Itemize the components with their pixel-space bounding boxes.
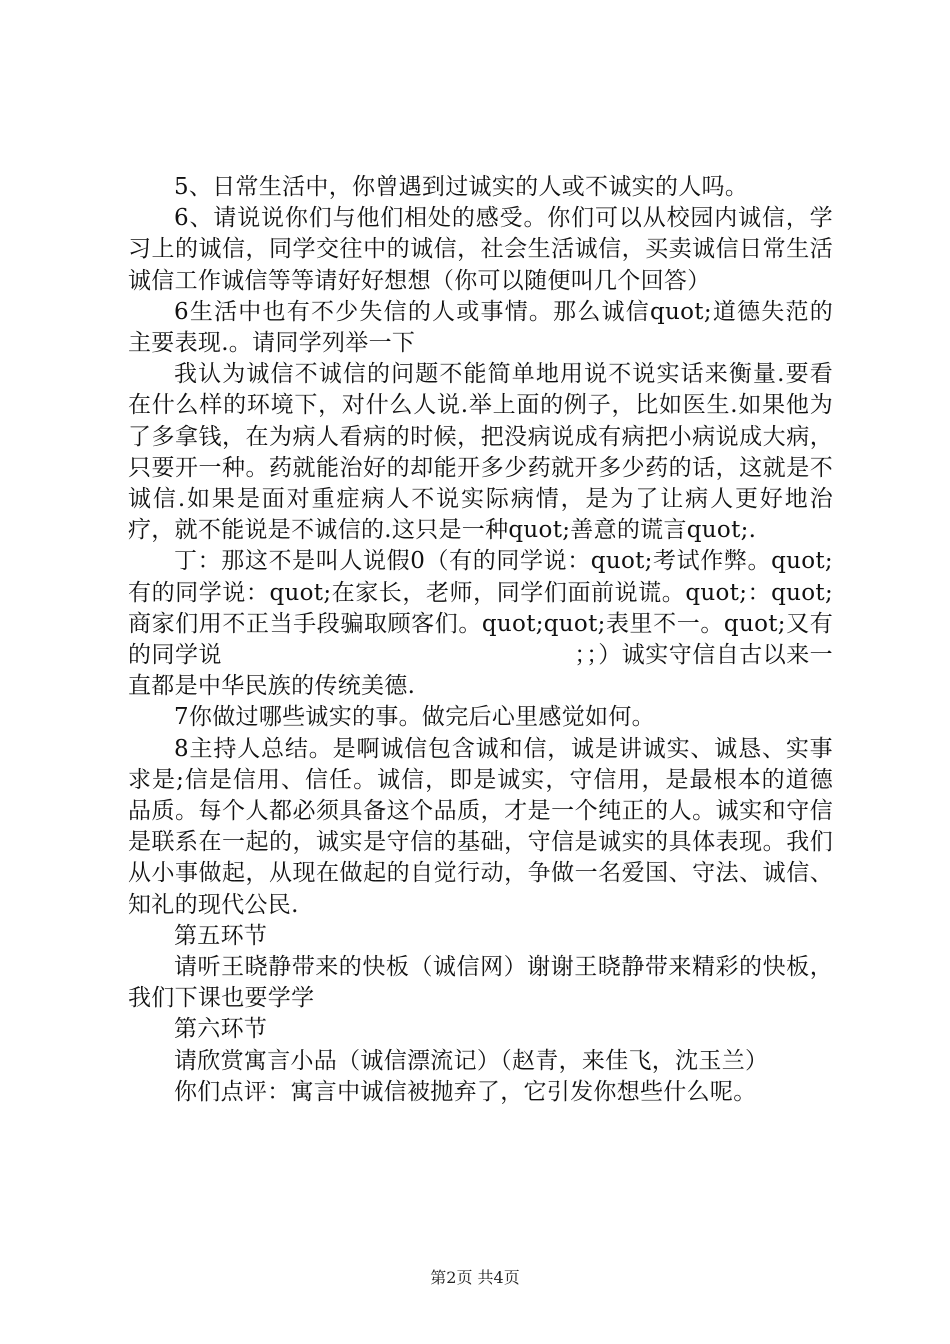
paragraph-question-6: 6、请说说你们与他们相处的感受。你们可以从校园内诚信，学习上的诚信，同学交往中的诚信，社会生活诚信，买卖诚信日常生活诚信工作诚信等等请好好想想（你可以随便叫几个回答）: [128, 205, 833, 294]
paragraph-comment: 你们点评：寓言中诚信被抛弃了，它引发你想些什么呢。: [174, 1078, 757, 1105]
section-heading-6: 第六环节: [174, 1016, 268, 1043]
paragraph-kuaiban: 请听王晓静带来的快板（诚信网）谢谢王晓静带来精彩的快板，我们下课也要学学: [128, 954, 833, 1012]
page-number-footer: 第2页 共4页: [430, 1268, 520, 1287]
paragraph-question-6b: 6生活中也有不少失信的人或事情。那么诚信quot;道德失范的主要表现.。请同学列举一下: [128, 298, 833, 357]
section-heading-5: 第五环节: [174, 922, 268, 949]
document-body: [128, 172, 833, 1108]
paragraph-skit: 请欣赏寓言小品（诚信漂流记）（赵青，来佳飞，沈玉兰）: [174, 1047, 769, 1074]
paragraph-summary: 8主持人总结。是啊诚信包含诚和信，诚是讲诚实、诚恳、实事求是;信是信用、信任。诚信，即是诚实，守信用，是最根本的道德品质。每个人都必须具备这个品质，才是一个纯正的人。诚实和守信是联系在一起的，诚实是守信的基础，守信是诚实的具体表现。我们从小事做起，从现在做起的自觉行动，争做一名爱国、守法、诚信、知礼的现代公民.: [128, 735, 833, 918]
paragraph-question-5: 5、日常生活中，你曾遇到过诚实的人或不诚实的人吗。: [174, 174, 749, 200]
paragraph-opinion: 我认为诚信不诚信的问题不能简单地用说不说实话来衡量.要看在什么样的环境下，对什么人说.举上面的例子，比如医生.如果他为了多拿钱，在为病人看病的时候，把没病说成有病把小病说成大病，只要开一种。药就能治好的却能开多少药就开多少药的话，这就是不诚信.如果是面对重症病人不说实际病情，是为了让病人更好地治疗，就不能说是不诚信的.这只是一种quot;善意的谎言quot;.: [128, 361, 833, 544]
paragraph-question-7: 7你做过哪些诚实的事。做完后心里感觉如何。: [174, 704, 655, 731]
paragraph-ding: 丁：那这不是叫人说假0（有的同学说：quot;考试作弊。quot;有的同学说：quot;在家长，老师，同学们面前说谎。quot;：quot;商家们用不正当手段骗取顾客们。quot;quot;表里不一。quot;又有的同学说 ；；）诚实守信自古以来一直都是中华民族的传统美德.: [128, 548, 833, 700]
